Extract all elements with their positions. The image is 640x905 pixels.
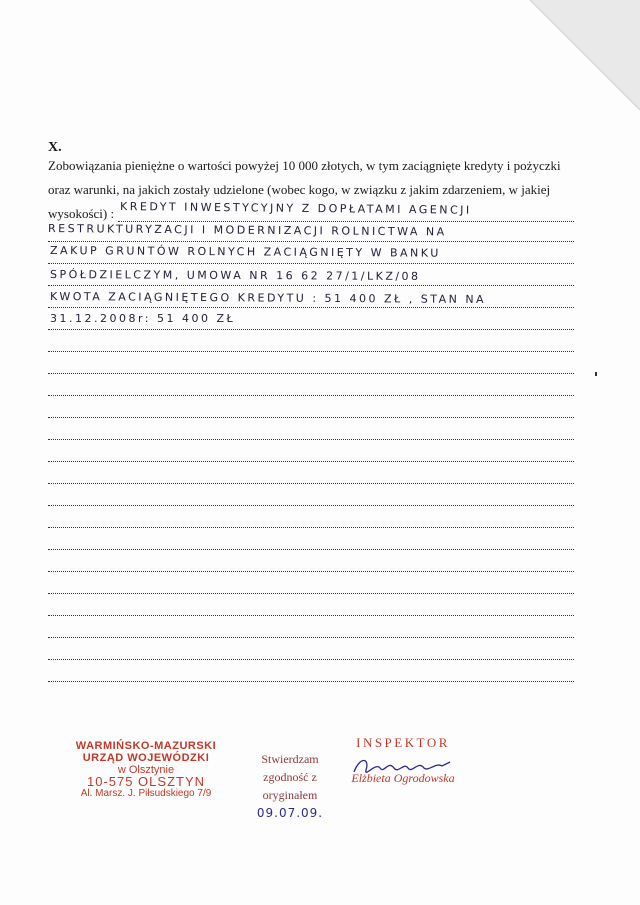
handwritten-line-5: KWOTA ZACIĄGNIĘTEGO KREDYTU : 51 400 ZŁ , STAN NA [50, 290, 487, 307]
handwritten-line-1: KREDYT INWESTYCYJNY Z DOPŁATAMI AGENCJI [120, 200, 472, 217]
answer-line [48, 438, 574, 440]
office-stamp-line-3: w Olsztynie [117, 764, 175, 776]
inspector-name: Elżbieta Ogrodowska [351, 771, 455, 785]
office-stamp-line-2: URZĄD WOJEWÓDZKI [82, 752, 210, 764]
answer-line [48, 482, 574, 484]
certification-stamp [240, 750, 340, 822]
printed-text-line-1: Zobowiązania pieniężne o wartości powyżej 10 000 złotych, w tym zaciągnięte kredyty i pożyczki [48, 158, 561, 173]
office-stamp-line-1: WARMIŃSKO-MAZURSKI [75, 740, 217, 752]
answer-line [48, 372, 574, 374]
answer-line [118, 220, 574, 222]
page-corner-fold [530, 0, 640, 110]
handwritten-line-4: SPÓŁDZIELCZYM, UMOWA NR 16 62 27/1/LKZ/08 [50, 268, 421, 283]
answer-line [48, 460, 574, 462]
office-stamp [56, 740, 236, 800]
answer-line [48, 328, 574, 330]
printed-text-line-2: oraz warunki, na jakich zostały udzielone (wobec kogo, w związku z jakim zdarzeniem, w jakiej [48, 182, 551, 197]
certify-date: 09.07.09. [256, 806, 324, 820]
answer-line [48, 658, 574, 660]
answer-line [48, 570, 574, 572]
handwritten-line-6: 31.12.2008r: 51 400 ZŁ [50, 312, 236, 325]
answer-line [48, 526, 574, 528]
answer-line [48, 240, 574, 242]
answer-line [48, 306, 574, 308]
answer-line [48, 394, 574, 396]
printed-text-line-3: wysokości) : [48, 206, 115, 221]
handwritten-line-3: ZAKUP GRUNTÓW ROLNYCH ZACIĄGNIĘTY W BANKU [50, 244, 441, 260]
answer-line [48, 504, 574, 506]
handwritten-line-2: RESTRUKTURYZACJI I MODERNIZACJI ROLNICTWA NA [48, 222, 447, 239]
answer-line [48, 592, 574, 594]
answer-line [48, 262, 574, 264]
stray-mark [595, 372, 597, 376]
answer-line [48, 350, 574, 352]
answer-line [48, 614, 574, 616]
handwritten-signature [350, 752, 460, 782]
answer-line [48, 416, 574, 418]
office-stamp-line-5: Al. Marsz. J. Piłsudskiego 7/9 [80, 788, 212, 799]
certify-line-2: zgodność z oryginałem [262, 770, 318, 802]
answer-line [48, 548, 574, 550]
section-number: X. [48, 140, 62, 155]
inspector-title: INSPEKTOR [356, 735, 450, 750]
certify-line-1: Stwierdzam [261, 752, 319, 766]
answer-line [48, 636, 574, 638]
answer-line [48, 284, 574, 286]
answer-line [48, 680, 574, 682]
office-stamp-line-4: 10-575 OLSZTYN [86, 774, 206, 789]
